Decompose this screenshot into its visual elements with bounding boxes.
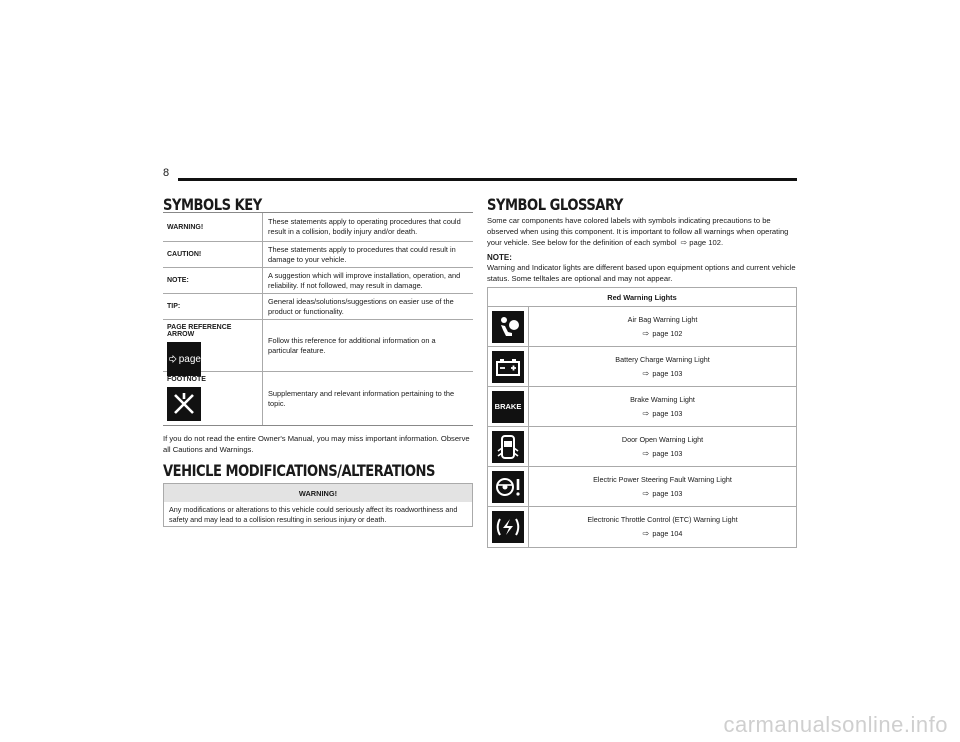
glossary-entry (529, 427, 796, 466)
icon-cell (488, 307, 529, 346)
table-row (163, 294, 473, 320)
page-reference-text: page 103 (652, 488, 683, 498)
note-text: Warning and Indicator lights are different based upon equipment options and current vehicle status. Some telltales are optional and may not appear. (487, 263, 796, 283)
page-reference-text: page (178, 353, 201, 365)
brake-warning-icon (492, 391, 524, 423)
page-reference-arrow-icon: ⇨ (642, 328, 650, 338)
glossary-intro (487, 215, 797, 248)
table-row (163, 372, 473, 425)
note-label: NOTE: (487, 253, 512, 262)
power-steering-fault-icon (492, 471, 524, 503)
page-reference-text: page 104 (652, 529, 683, 538)
icon-cell (488, 347, 529, 386)
page-reference[interactable] (643, 407, 683, 421)
warning-light-name: Battery Charge Warning Light (615, 354, 710, 364)
door-open-warning-icon (492, 431, 524, 463)
symbols-key-heading: SYMBOLS KEY (163, 195, 262, 214)
table-row (488, 307, 796, 347)
modifications-warning-box (163, 483, 473, 527)
vehicle-modifications-heading: VEHICLE MODIFICATIONS/ALTERATIONS (163, 461, 435, 480)
table-row (488, 387, 796, 427)
page-reference-text: page 103 (652, 448, 683, 458)
owners-manual-note: If you do not read the entire Owner's Manual, you may miss important information. Observe all Cautions and Warnings. (163, 434, 470, 454)
key-label-cell (163, 320, 263, 371)
electronic-throttle-control-icon (492, 511, 524, 543)
key-label: WARNING! (163, 213, 263, 241)
page-reference-arrow-icon: ⇨ (642, 368, 650, 378)
icon-cell (488, 467, 529, 506)
page-reference[interactable] (643, 327, 683, 341)
symbols-key-table (163, 212, 473, 426)
table-row (488, 427, 796, 467)
key-label-cell (163, 372, 263, 425)
top-rule (178, 178, 797, 181)
key-description: Supplementary and relevant information pertaining to the topic. (268, 388, 455, 408)
page-reference-arrow-icon: ⇨ (642, 529, 650, 538)
warning-title: WARNING! (164, 484, 472, 502)
table-row (163, 268, 473, 294)
brake-icon-text: BRAKE (494, 402, 522, 411)
page-reference[interactable] (643, 367, 683, 381)
page-number: 8 (163, 167, 170, 179)
icon-cell (488, 387, 529, 426)
table-row (488, 347, 796, 387)
page-reference-arrow-icon: ⇨ (642, 488, 650, 498)
page-reference-arrow-icon: ⇨ (678, 238, 688, 247)
page-reference-arrow-icon: ⇨ (642, 408, 650, 418)
table-row (488, 507, 796, 547)
page-reference-text: page 103 (652, 368, 683, 378)
key-description: A suggestion which will improve installation, operation, and reliability. If not followed, may result in damage. (268, 270, 461, 290)
key-label: NOTE: (163, 268, 263, 293)
page-reference-arrow-icon: ⇨ (642, 448, 650, 458)
footnote-icon (167, 387, 201, 421)
battery-charge-warning-icon (492, 351, 524, 383)
symbol-glossary-heading: SYMBOL GLOSSARY (487, 195, 623, 214)
table-title: Red Warning Lights (488, 288, 796, 307)
red-warning-lights-table (487, 287, 797, 548)
table-row (488, 467, 796, 507)
icon-cell (488, 507, 529, 547)
table-row (163, 320, 473, 372)
page-reference[interactable] (643, 527, 683, 541)
glossary-intro-text: Some car components have colored labels with symbols indicating precautions to be observed when using this component. It is important to follow all warnings when operating your vehicle. See below for the definition of each symbol (487, 216, 789, 247)
warning-light-name: Electric Power Steering Fault Warning Light (593, 474, 732, 484)
key-description: These statements apply to procedures that could result in damage to your vehicle. (268, 244, 456, 264)
glossary-entry (529, 347, 796, 386)
warning-light-name: Door Open Warning Light (621, 434, 704, 444)
page-reference[interactable] (643, 487, 683, 501)
glossary-entry (529, 387, 796, 426)
glossary-entry (529, 507, 796, 547)
icon-cell (488, 427, 529, 466)
key-description: Follow this reference for additional information on a particular feature. (268, 335, 436, 355)
table-row (163, 242, 473, 268)
glossary-intro-ref[interactable]: page 102. (689, 238, 724, 247)
table-row (163, 213, 473, 242)
page-reference-arrow-icon (167, 342, 201, 376)
page-reference-text: page 102 (652, 328, 683, 338)
key-label: FOOTNOTE (167, 376, 206, 383)
key-label: PAGE REFERENCE ARROW (167, 324, 232, 338)
warning-light-name: Electronic Throttle Control (ETC) Warning Light (587, 515, 738, 524)
key-label: TIP: (163, 294, 263, 319)
key-description: General ideas/solutions/suggestions on easier use of the product or functionality. (268, 296, 454, 316)
key-label: CAUTION! (163, 242, 263, 267)
air-bag-warning-icon (492, 311, 524, 343)
glossary-entry (529, 307, 796, 346)
page-reference-text: page 103 (652, 408, 683, 418)
key-description: These statements apply to operating procedures that could result in a collision, bodily injury and/or death. (268, 217, 461, 236)
warning-light-name: Air Bag Warning Light (627, 314, 698, 324)
warning-text: Any modifications or alterations to this vehicle could seriously affect its roadworthiness and safety and may lead to a collision resulting in serious injury or death. (169, 505, 458, 524)
glossary-entry (529, 467, 796, 506)
warning-light-name: Brake Warning Light (630, 394, 695, 404)
watermark: carmanualsonline.info (723, 712, 948, 737)
page-reference[interactable] (643, 447, 683, 461)
